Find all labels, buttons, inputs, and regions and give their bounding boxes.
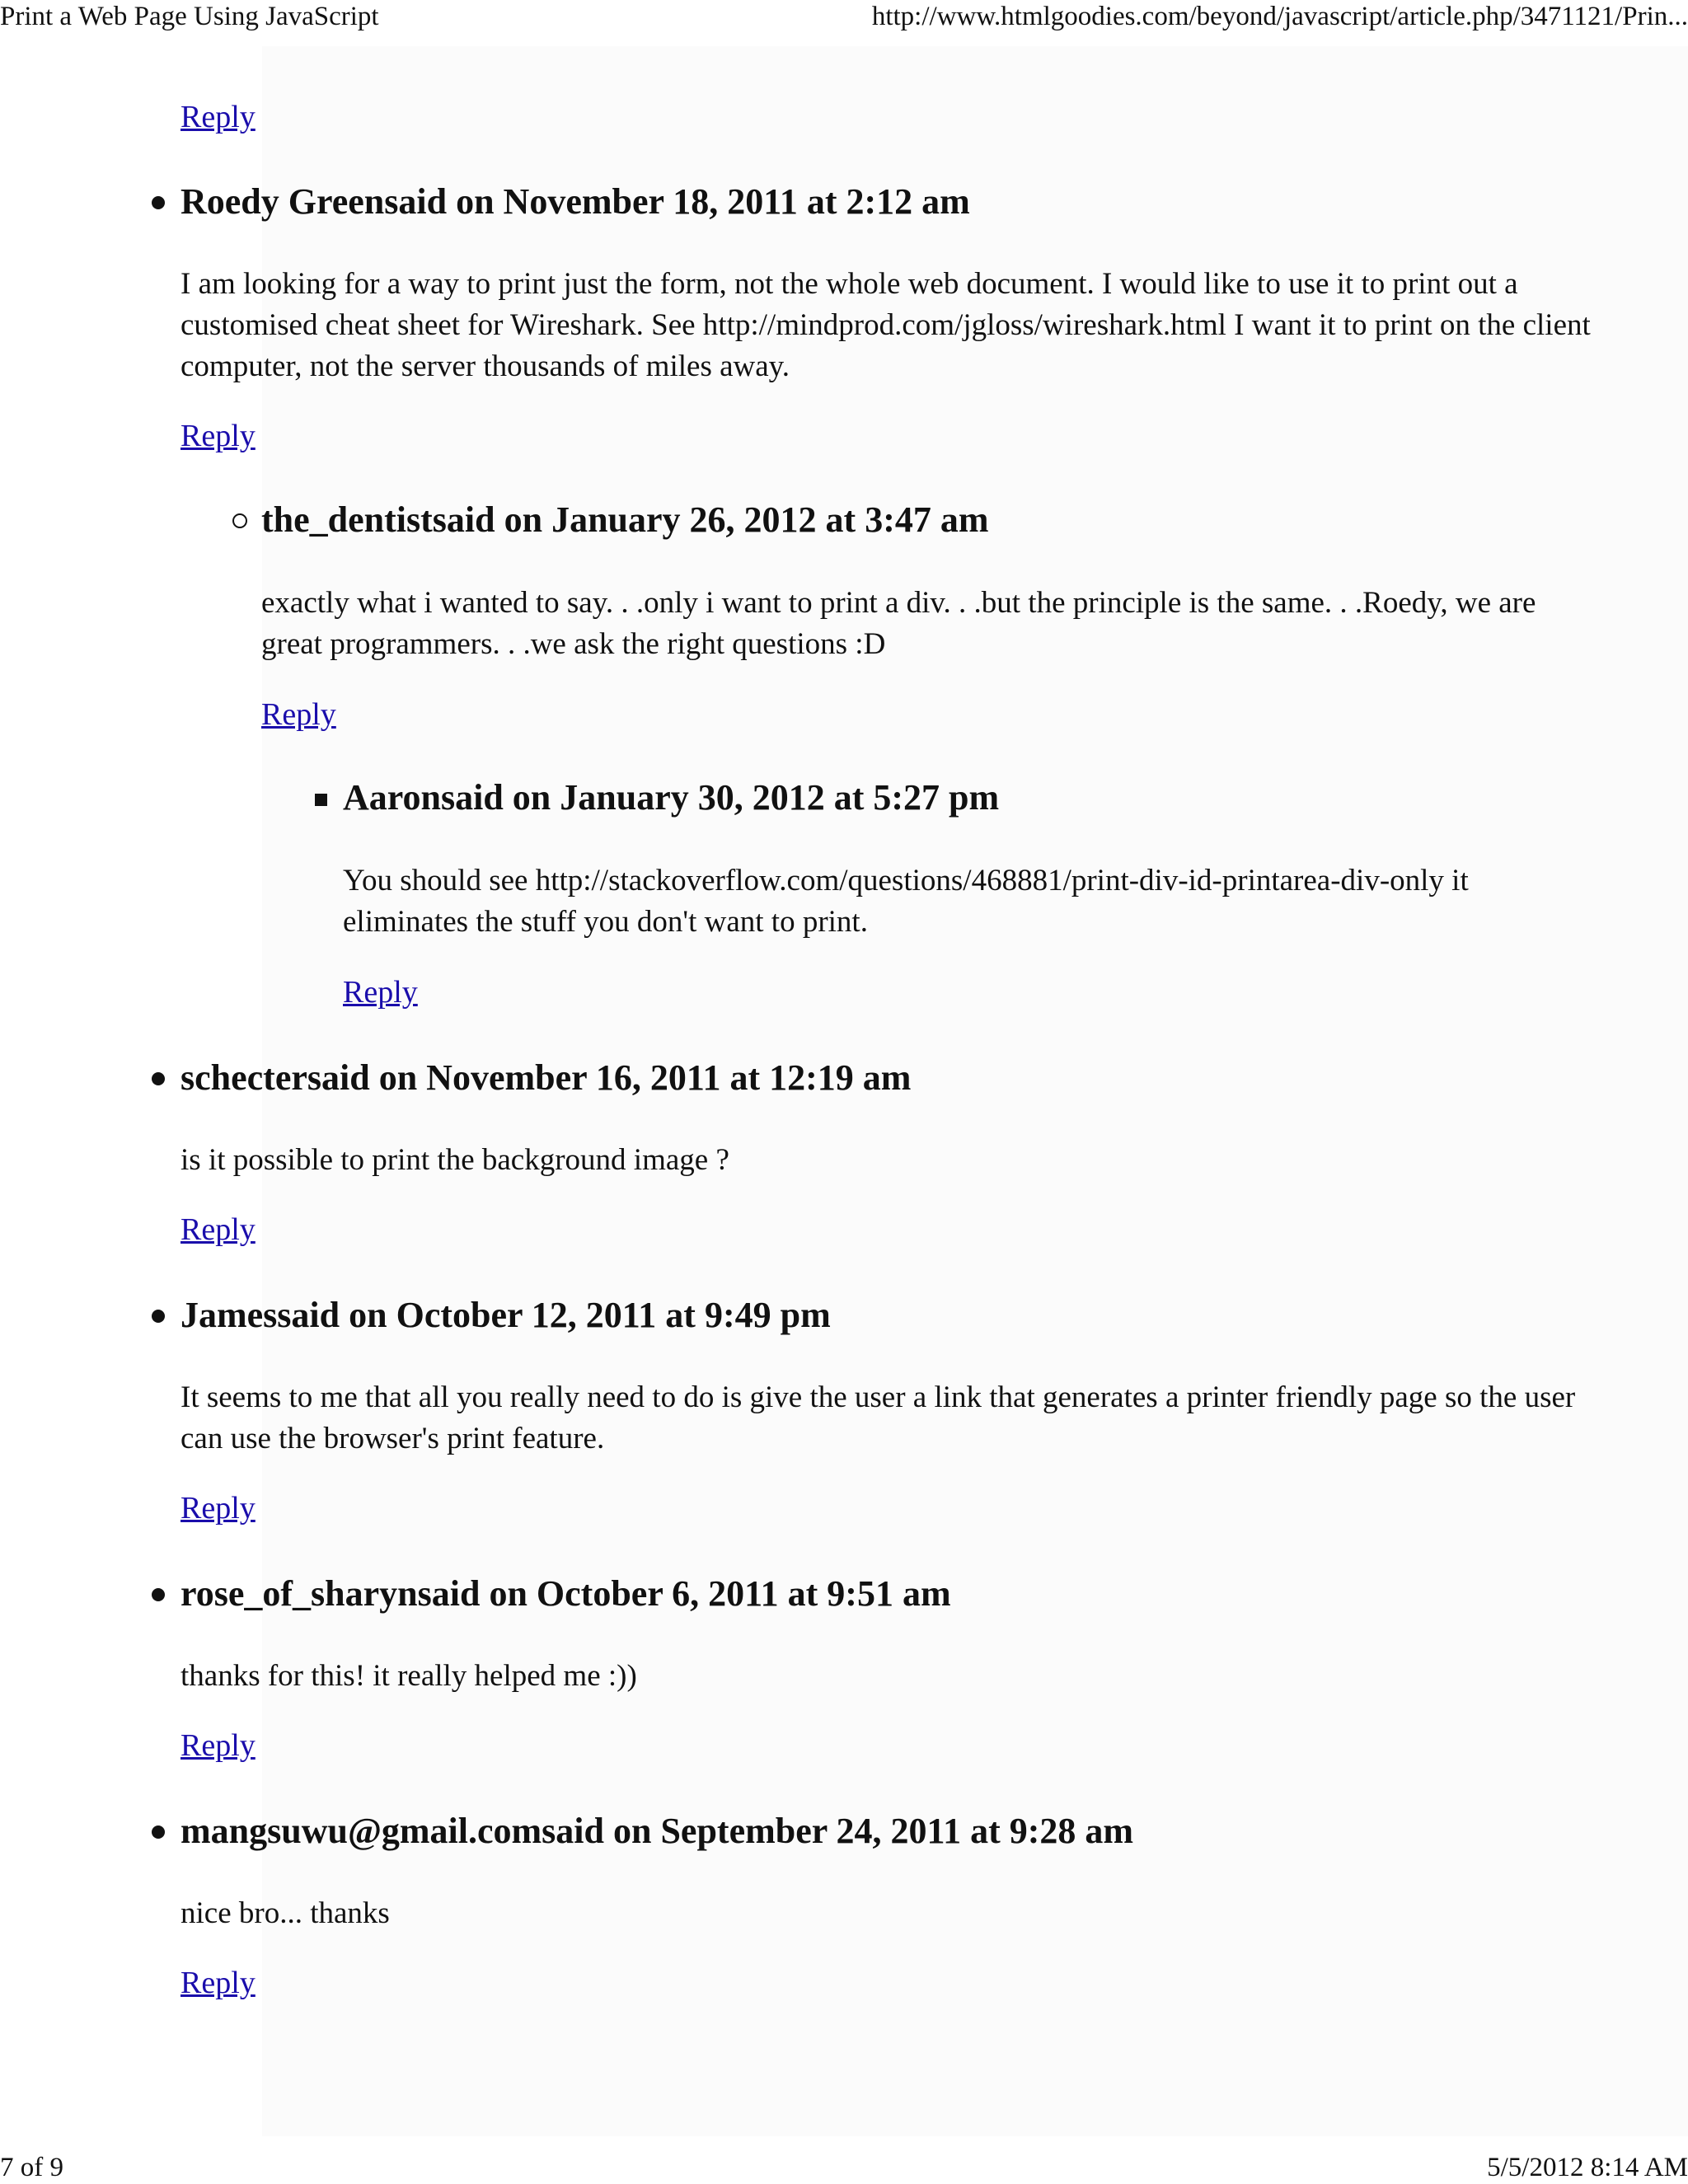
print-footer xyxy=(0,2151,1688,2184)
reply-link[interactable]: Reply xyxy=(181,1491,256,1526)
comment-body: It seems to me that all you really need to do is give the user a link that generates a printer friendly page so the user can use the browser's print feature. xyxy=(181,1380,1576,1455)
reply-link[interactable]: Reply xyxy=(261,697,336,732)
bullet-disc-icon xyxy=(152,1072,165,1085)
bullet-disc-icon xyxy=(152,196,165,209)
reply-link[interactable]: Reply xyxy=(181,100,256,134)
bullet-disc-icon xyxy=(152,1825,165,1839)
comment-heading: Roedy Greensaid on November 18, 2011 at 2:12 am xyxy=(181,181,970,222)
bullet-disc-icon xyxy=(152,1588,165,1601)
reply-link[interactable]: Reply xyxy=(343,975,418,1010)
reply-link[interactable]: Reply xyxy=(181,1212,256,1247)
reply-link[interactable]: Reply xyxy=(181,419,256,453)
comment-body: I am looking for a way to print just the form, not the whole web document. I would like to use it to print out a customised cheat sheet for Wireshark. See http://mindprod.com/jgloss/wireshark.html I want it to print on the client computer, not the server thousands of miles away. xyxy=(181,267,1591,383)
print-date: 5/5/2012 8:14 AM xyxy=(1487,2153,1688,2182)
bullet-disc-icon xyxy=(152,1310,165,1323)
reply-link[interactable]: Reply xyxy=(181,1966,256,2000)
comment-heading: rose_of_sharynsaid on October 6, 2011 at 9:51 am xyxy=(181,1573,951,1614)
comment-heading: Aaronsaid on January 30, 2012 at 5:27 pm xyxy=(343,777,1000,818)
comment-heading: the_dentistsaid on January 26, 2012 at 3:47 am xyxy=(261,499,989,540)
reply-link[interactable]: Reply xyxy=(181,1728,256,1763)
comment-heading: schectersaid on November 16, 2011 at 12:19 am xyxy=(181,1057,912,1098)
comment-heading: mangsuwu@gmail.comsaid on September 24, 2011 at 9:28 am xyxy=(181,1811,1134,1851)
comment-body: nice bro... thanks xyxy=(181,1896,390,1930)
page-title: Print a Web Page Using JavaScript xyxy=(0,2,379,31)
comment-body: is it possible to print the background image ? xyxy=(181,1143,729,1177)
comment-body: exactly what i wanted to say. . .only i want to print a div. . .but the principle is the same. . .Roedy, we are great programmers. . .we ask the right questions :D xyxy=(261,586,1536,661)
bullet-circle-icon xyxy=(232,513,247,528)
bullet-square-icon xyxy=(315,794,327,806)
comment-body: thanks for this! it really helped me :)) xyxy=(181,1659,637,1693)
comment-body: You should see http://stackoverflow.com/questions/468881/print-div-id-printarea-div-only it eliminates the stuff you don't want to print. xyxy=(343,864,1469,939)
page-number: 7 of 9 xyxy=(0,2153,63,2182)
comment-heading: Jamessaid on October 12, 2011 at 9:49 pm xyxy=(181,1295,831,1335)
page-url: http://www.htmlgoodies.com/beyond/javascript/article.php/3471121/Prin... xyxy=(871,2,1688,31)
